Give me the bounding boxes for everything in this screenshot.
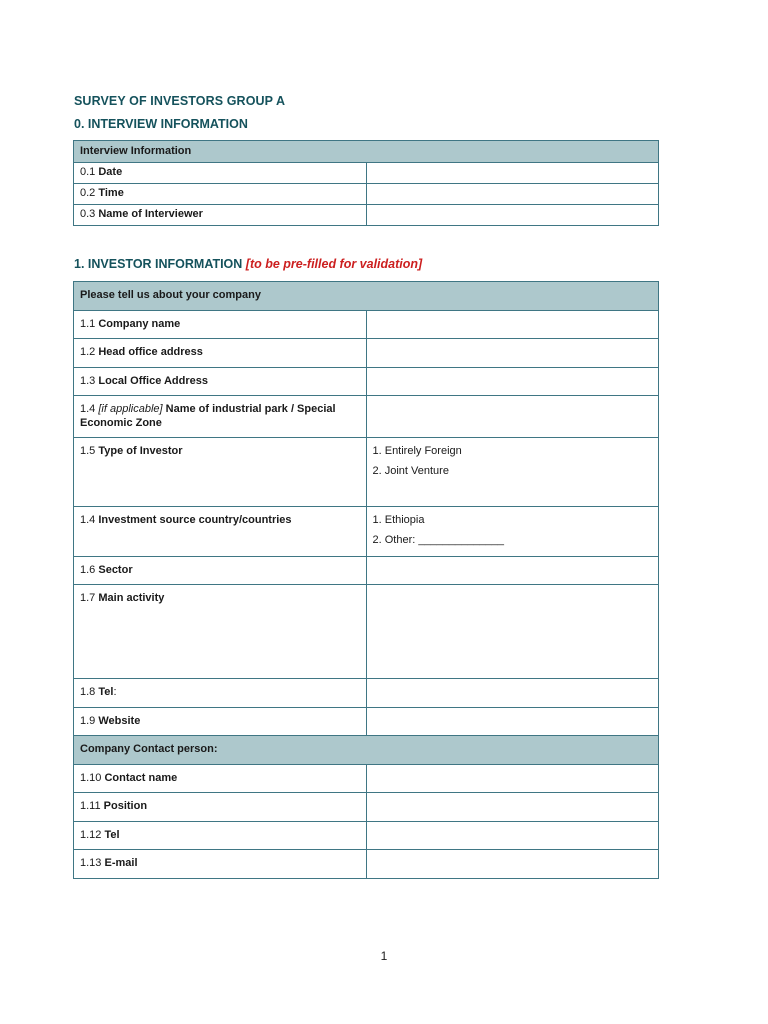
- main-activity-field[interactable]: [366, 585, 659, 679]
- interview-table-header: Interview Information: [74, 141, 659, 163]
- local-office-address-field[interactable]: [366, 368, 659, 396]
- tel-field[interactable]: [366, 679, 659, 708]
- section-0-heading: 0. INTERVIEW INFORMATION: [74, 117, 248, 131]
- row-label-industrial-park: 1.4 [if applicable] Name of industrial park / Special Economic Zone: [74, 396, 367, 438]
- row-label-interviewer: 0.3 Name of Interviewer: [74, 205, 367, 226]
- page-number: 1: [380, 949, 388, 963]
- company-name-field[interactable]: [366, 311, 659, 339]
- option-other[interactable]: 2. Other: ______________: [372, 534, 505, 546]
- investment-source-options: [366, 507, 659, 557]
- option-joint-venture[interactable]: 2. Joint Venture: [372, 465, 449, 477]
- email-field[interactable]: [366, 850, 659, 879]
- row-label-position: 1.11 Position: [74, 793, 367, 822]
- investor-information-table: [73, 281, 659, 879]
- row-label-contact-name: 1.10 Contact name: [74, 765, 367, 793]
- website-field[interactable]: [366, 708, 659, 736]
- position-field[interactable]: [366, 793, 659, 822]
- option-ethiopia[interactable]: 1. Ethiopia: [372, 514, 425, 526]
- contact-tel-field[interactable]: [366, 822, 659, 850]
- row-label-tel: 1.8 Tel:: [74, 679, 367, 708]
- row-label-website: 1.9 Website: [74, 708, 367, 736]
- contact-name-field[interactable]: [366, 765, 659, 793]
- row-label-company-name: 1.1 Company name: [74, 311, 367, 339]
- industrial-park-field[interactable]: [366, 396, 659, 438]
- section-1-title: 1. INVESTOR INFORMATION: [74, 257, 243, 271]
- investor-type-options: [366, 438, 659, 507]
- row-label-email: 1.13 E-mail: [74, 850, 367, 879]
- row-label-investment-source: 1.4 Investment source country/countries: [74, 507, 367, 557]
- section-1-heading: [74, 257, 422, 271]
- row-label-local-office: 1.3 Local Office Address: [74, 368, 367, 396]
- date-field[interactable]: [366, 163, 659, 184]
- time-field[interactable]: [366, 184, 659, 205]
- row-label-main-activity: 1.7 Main activity: [74, 585, 367, 679]
- head-office-address-field[interactable]: [366, 339, 659, 368]
- company-table-header: Please tell us about your company: [74, 282, 659, 311]
- interviewer-name-field[interactable]: [366, 205, 659, 226]
- row-label-time: 0.2 Time: [74, 184, 367, 205]
- contact-person-header: Company Contact person:: [74, 736, 659, 765]
- row-label-sector: 1.6 Sector: [74, 557, 367, 585]
- section-1-note: [to be pre-filled for validation]: [245, 257, 423, 271]
- row-label-contact-tel: 1.12 Tel: [74, 822, 367, 850]
- option-entirely-foreign[interactable]: 1. Entirely Foreign: [372, 445, 462, 457]
- survey-title: SURVEY OF INVESTORS GROUP A: [74, 94, 286, 108]
- sector-field[interactable]: [366, 557, 659, 585]
- interview-information-table: [73, 140, 659, 226]
- row-label-investor-type: 1.5 Type of Investor: [74, 438, 367, 507]
- row-label-date: 0.1 Date: [74, 163, 367, 184]
- row-label-head-office: 1.2 Head office address: [74, 339, 367, 368]
